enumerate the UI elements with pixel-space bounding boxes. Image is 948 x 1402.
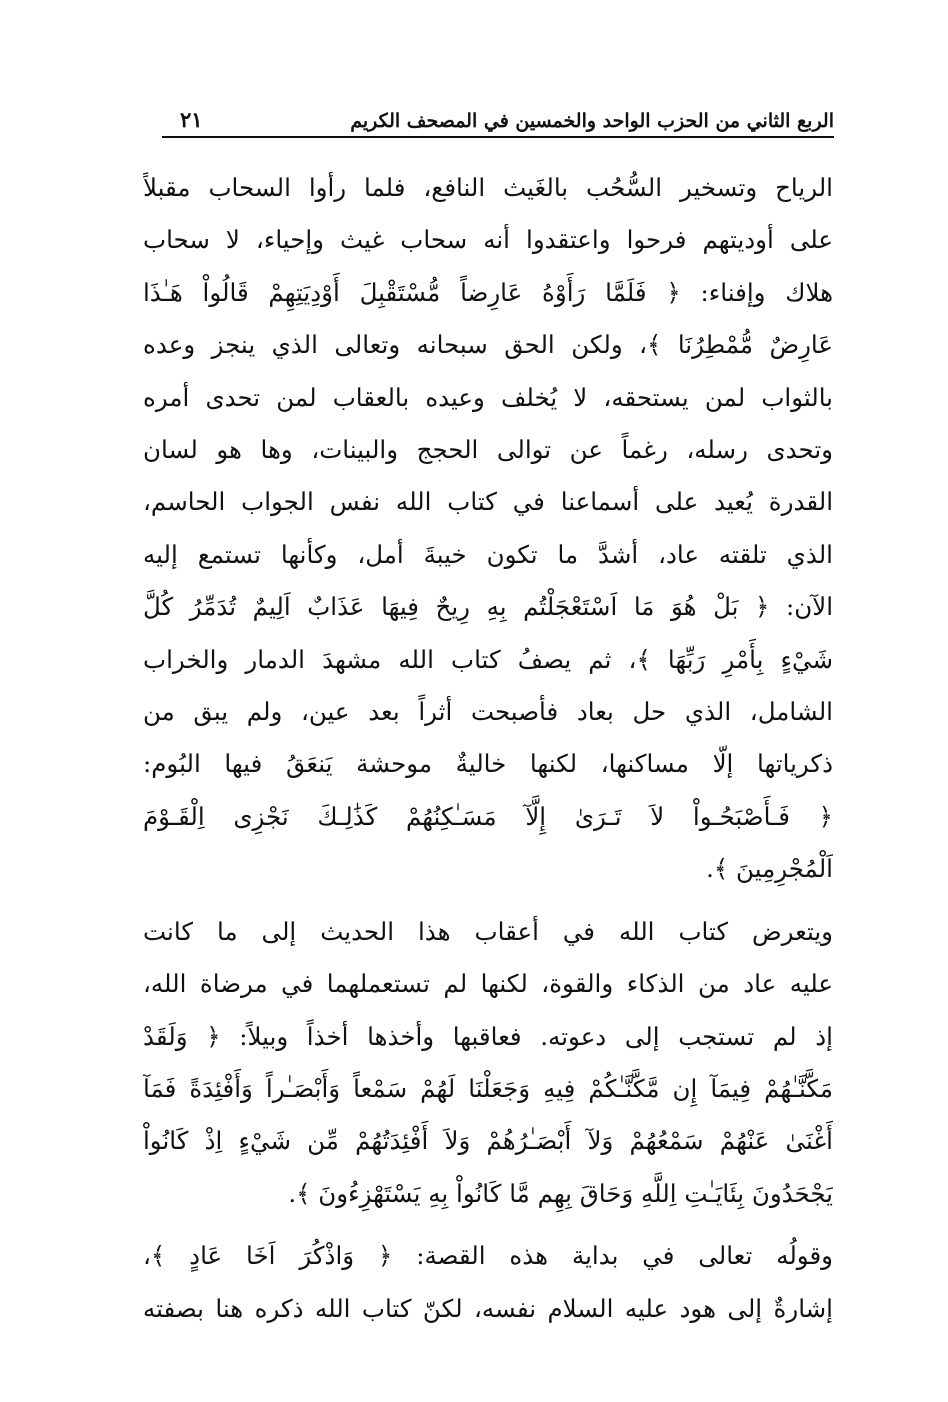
- text-line: الذي تلقته عاد، أشدَّ ما تكون خيبةَ أمل، وكأنها تستمع إليه: [143, 539, 833, 569]
- text-line: ذكرياتها إلّا مساكنها، لكنها خاليةٌ موحشة يَنعَقُ فيها البُوم:: [143, 749, 833, 779]
- text-line: الآن: ﴿ بَلْ هُوَ مَا اَسْتَعْجَلْتُم بِهِ رِيحٌ فِيهَا عَذَابٌ اَلِيمٌ تُدَمِّرُ كُلَّ: [143, 592, 833, 622]
- text-line: الشامل، الذي حل بعاد فأصبحت أثراً بعد عين، ولم يبق من: [143, 697, 833, 727]
- header-title: الربع الثاني من الحزب الواحد والخمسين في المصحف الكريم: [350, 110, 834, 132]
- text-line: أَغْنَىٰ عَنْهُمْ سَمْعُهُمْ وَلآ أَبْصَـٰرُهُمْ وَلاَ أَفْئِدَتُهُمْ مِّن شَيْءٍ اِذْ كَانُواْ: [143, 1126, 833, 1156]
- text-line: شَيْءٍ بِأَمْرِ رَبِّهَا ﴾، ثم يصفُ كتاب الله مشهدَ الدمار والخراب: [143, 644, 833, 674]
- page-number: ٢١: [180, 107, 203, 132]
- text-line: إشارةٌ إلى هود عليه السلام نفسه، لكنّ كتاب الله ذكره هنا بصفته: [143, 1293, 833, 1323]
- text-line: بالثواب لمن يستحقه، لا يُخلف وعيده بالعقاب لمن تحدى أمره: [143, 382, 833, 412]
- paragraph-2: [143, 906, 833, 1220]
- text-line: ويتعرض كتاب الله في أعقاب هذا الحديث إلى ما كانت: [143, 916, 833, 946]
- body-text: [143, 162, 833, 1335]
- text-line: على أوديتهم فرحوا واعتقدوا أنه سحاب غيث وإحياء، لا سحاب: [143, 225, 833, 255]
- text-line: عَارِضٌ مُّمْطِرُنَا ﴾، ولكن الحق سبحانه وتعالى الذي ينجز وعده: [143, 330, 833, 360]
- text-line: مَكَّنَّـٰهُمْ فِيمَآ إِن مَّكَّنَّـٰكُمْ فِيهِ وَجَعَلْنَا لَهُمْ سَمْعاً وَأَبْصَـٰراً وَأَفْئِدَةً فَمَآ: [143, 1073, 833, 1103]
- text-line: الرياح وتسخير السُّحُب بالغَيث النافع، فلما رأوا السحاب مقبلاً: [143, 173, 833, 202]
- text-line: وتحدى رسله، رغماً عن توالى الحجج والبينات، وها هو لسان: [143, 435, 833, 465]
- paragraph-1: [143, 162, 833, 896]
- running-header: [162, 96, 834, 138]
- text-line: يَجْحَدُونَ بِئَايَـٰتِ اِللَّهِ وَحَاقَ بِهِم مَّا كَانُواْ بِهِ يَسْتَهْزِءُونَ ﴾.: [288, 1178, 833, 1208]
- text-line: هلاك وإفناء: ﴿ فَلَمَّا رَأَوْهُ عَارِضاً مُّسْتَقْبِلَ أَوْدِيَتِهِمْ قَالُواْ هَـٰذَا: [143, 277, 833, 307]
- paragraph-3: [143, 1230, 833, 1335]
- text-line: إذ لم تستجب إلى دعوته. فعاقبها وأخذها أخذاً وبيلاً: ﴿ وَلَقَدْ: [143, 1021, 833, 1051]
- text-line: اَلْمُجْرِمِينَ ﴾.: [706, 854, 833, 884]
- text-line: وقولُه تعالى في بداية هذه القصة: ﴿ وَاذْكُرَ اَخَا عَادٍ ﴾،: [143, 1241, 833, 1271]
- text-line: عليه عاد من الذكاء والقوة، لكنها لم تستعملهما في مرضاة الله،: [143, 969, 833, 999]
- text-line: ﴿ فَـأَصْبَحُـواْ لاَ تَـرَىٰ إِلَّآ مَسَـٰكِنُهُمْ كَذَٰلِـكَ نَجْزِى اِلْقَـوْمَ: [143, 801, 833, 831]
- text-line: القدرة يُعيد على أسماعنا في كتاب الله نفس الجواب الحاسم،: [143, 487, 833, 517]
